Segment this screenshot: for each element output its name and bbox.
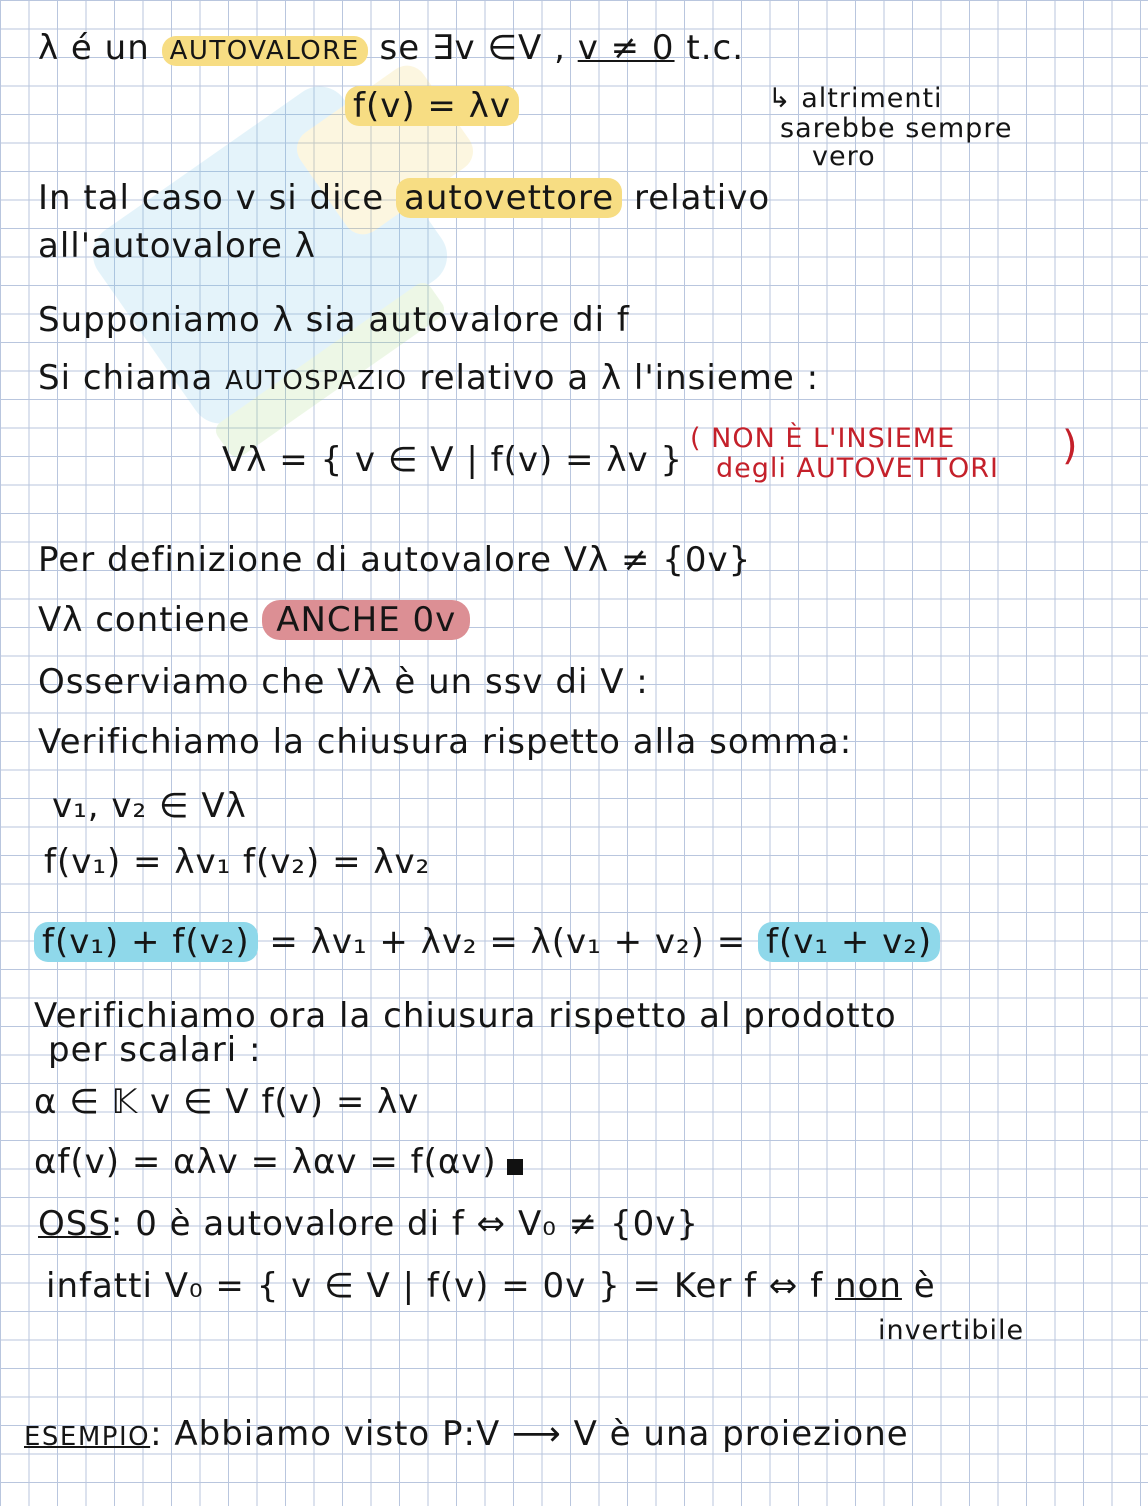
text: = λv₁ + λv₂ = λ(v₁ + v₂) = (269, 922, 747, 962)
line-scalar-closure (34, 1142, 523, 1182)
line-contiene (38, 600, 470, 640)
text: In tal caso v si dice (38, 178, 385, 218)
line-autovalore-definition (38, 28, 744, 71)
esempio-label: ESEMPIO (24, 1422, 151, 1452)
line-supponiamo: Supponiamo λ sia autovalore di f (38, 300, 630, 340)
side-note-line-3: vero (812, 141, 876, 172)
text: αf(v) = αλv = λαv = f(αv) (34, 1142, 497, 1182)
underlined-condition: v ≠ 0 (577, 28, 675, 68)
autospazio-term: AUTOSPAZIO (225, 366, 408, 396)
line-esempio (24, 1414, 909, 1457)
line-osserviamo: Osserviamo che Vλ è un ssv di V : (38, 662, 649, 702)
line-all-autovalore: all'autovalore λ (38, 226, 316, 266)
line-per-definizione: Per definizione di autovalore Vλ ≠ {0v} (38, 540, 752, 580)
line-autospazio (38, 358, 819, 401)
non-underlined: non (835, 1266, 902, 1306)
line-invertibile: invertibile (878, 1315, 1025, 1346)
line-v1-v2: v₁, v₂ ∈ Vλ (52, 786, 247, 826)
line-verifichiamo-prodotto: Verifichiamo ora la chiusura rispetto al prodotto (34, 996, 897, 1036)
text: relativo (634, 178, 771, 218)
line-infatti (46, 1266, 936, 1306)
text: se ∃v ∈V , (379, 28, 566, 68)
highlight-formula: f(v) = λv (345, 86, 519, 126)
side-note-line-2: sarebbe sempre (780, 113, 1013, 144)
text: t.c. (686, 28, 744, 68)
qed-square-icon (507, 1159, 523, 1175)
line-autovettore (38, 178, 770, 218)
text: è (913, 1266, 936, 1306)
text: relativo a λ l'insieme : (419, 358, 820, 398)
line-sum-closure (34, 922, 940, 962)
line-alpha-k: α ∈ 𝕂 v ∈ V f(v) = λv (34, 1082, 420, 1122)
red-note-line-1: ( NON È L'INSIEME (690, 423, 956, 454)
formula-autospazio: Vλ = { v ∈ V | f(v) = λv } (222, 440, 684, 480)
text: : Abbiamo visto P:V ⟶ V è una proiezione (150, 1414, 909, 1454)
line-per-scalari: per scalari : (48, 1030, 262, 1070)
side-note-line-1: ↳ altrimenti (768, 83, 943, 114)
text: Si chiama (38, 358, 214, 398)
highlight-autovalore: AUTOVALORE (162, 36, 368, 66)
line-verifichiamo-somma: Verifichiamo la chiusura rispetto alla somma: (38, 722, 853, 762)
text: λ é un (38, 28, 150, 68)
text: infatti V₀ = { v ∈ V | f(v) = 0v } = Ker f ⇔ f (46, 1266, 824, 1306)
highlight-anche: ANCHE 0v (262, 600, 470, 640)
red-note-close: ) (1062, 423, 1079, 469)
line-f-v1-f-v2: f(v₁) = λv₁ f(v₂) = λv₂ (44, 842, 431, 882)
text: Vλ contiene (38, 600, 251, 640)
line-oss (38, 1204, 699, 1244)
text: : 0 è autovalore di f ⇔ V₀ ≠ {0v} (110, 1204, 699, 1244)
highlight-sum-left: f(v₁) + f(v₂) (34, 922, 258, 962)
oss-label: OSS (38, 1204, 111, 1244)
formula-eigen-equation (345, 86, 519, 126)
highlight-sum-right: f(v₁ + v₂) (758, 922, 940, 962)
red-note-line-2: degli AUTOVETTORI (716, 453, 999, 484)
highlight-autovettore: autovettore (396, 178, 622, 218)
